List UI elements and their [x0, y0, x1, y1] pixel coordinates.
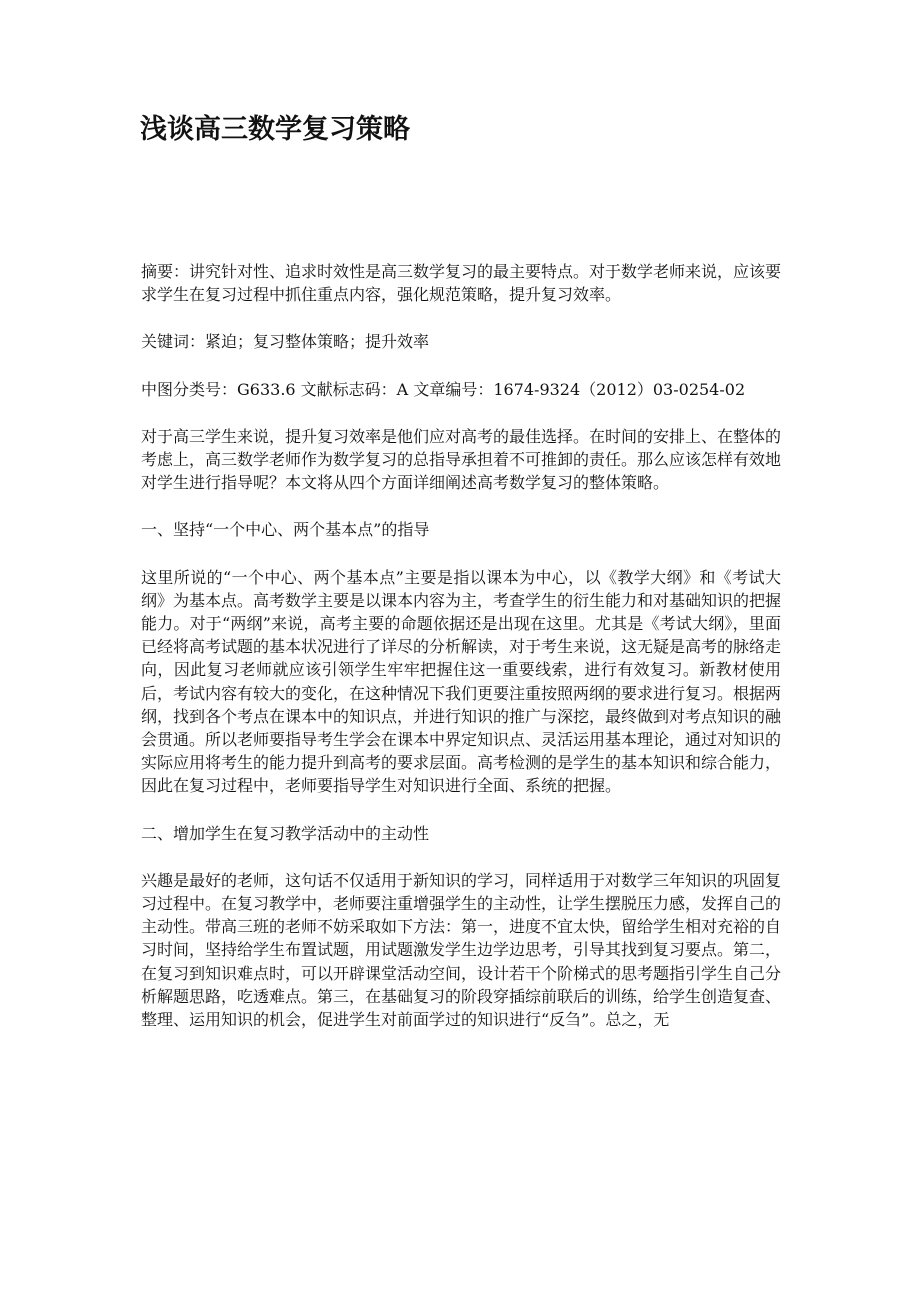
keywords-paragraph: 关键词：紧迫；复习整体策略；提升效率 — [141, 332, 430, 352]
document-title: 浅谈高三数学复习策略 — [140, 114, 410, 145]
section-heading-2: 二、增加学生在复习教学活动中的主动性 — [141, 823, 430, 843]
section-2-paragraph: 兴趣是最好的老师，这句话不仅适用于新知识的学习，同样适用于对数学三年知识的巩固复习过程中。在复习教学中，老师要注重增强学生的主动性，让学生摆脱压力感，发挥自己的主动性。带高三班的老师不妨采取如下方法：第一，进度不宜太快，留给学生相对充裕的自习时间，坚持给学生布置试题，用试题激发学生边学边思考，引导其找到复习要点。第二，在复习到知识难点时，可以开辟课堂活动空间，设计若干个阶梯式的思考题指引学生自己分析解题思路，吃透难点。第三，在基础复习的阶段穿插综前联后的训练，给学生创造复查、整理、运用知识的机会，促进学生对前面学过的知识进行“反刍”。总之，无 — [141, 870, 782, 1030]
abstract-paragraph: 摘要：讲究针对性、追求时效性是高三数学复习的最主要特点。对于数学老师来说，应该要求学生在复习过程中抓住重点内容，强化规范策略，提升复习效率。 — [141, 262, 782, 305]
classification-paragraph: 中图分类号：G633.6 文献标志码：A 文章编号：1674-9324（2012）03-0254-02 — [141, 379, 746, 399]
section-1-paragraph: 这里所说的“一个中心、两个基本点”主要是指以课本为中心，以《教学大纲》和《考试大纲》为基本点。高考数学主要是以课本内容为主，考查学生的衍生能力和对基础知识的把握能力。对于“两纲”来说，高考主要的命题依据还是出现在这里。尤其是《考试大纲》，里面已经将高考试题的基本状况进行了详尽的分析解读，对于考生来说，这无疑是高考的脉络走向，因此复习老师就应该引领学生牢牢把握住这一重要线索，进行有效复习。新教材使用后，考试内容有较大的变化，在这种情况下我们更要注重按照两纲的要求进行复习。根据两纲，找到各个考点在课本中的知识点，并进行知识的推广与深挖，最终做到对考点知识的融会贯通。所以老师要指导考生学会在课本中界定知识点、灵活运用基本理论，通过对知识的实际应用将考生的能力提升到高考的要求层面。高考检测的是学生的基本知识和综合能力，因此在复习过程中，老师要指导学生对知识进行全面、系统的把握。 — [141, 567, 782, 796]
document-body — [141, 260, 781, 1055]
intro-paragraph: 对于高三学生来说，提升复习效率是他们应对高考的最佳选择。在时间的安排上、在整体的考虑上，高三数学老师作为数学复习的总指导承担着不可推卸的责任。那么应该怎样有效地对学生进行指导呢？本文将从四个方面详细阐述高考数学复习的整体策略。 — [141, 426, 782, 493]
section-heading-1: 一、坚持“一个中心、两个基本点”的指导 — [141, 520, 430, 540]
